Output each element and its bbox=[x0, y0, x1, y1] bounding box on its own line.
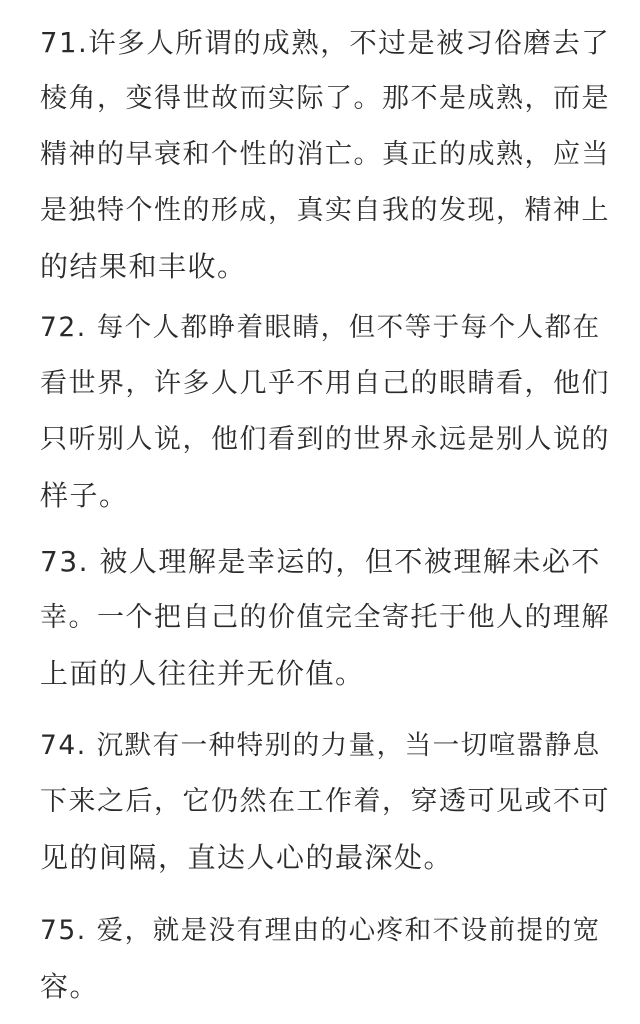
quote-line: 下来之后，它仍然在工作着，穿透可见或不可 bbox=[40, 786, 610, 817]
quote-72 bbox=[40, 300, 610, 524]
quote-line: 只听别人说，他们看到的世界永远是别人说的 bbox=[40, 424, 610, 455]
quote-75 bbox=[40, 903, 610, 1015]
quote-line: 73. 被人理解是幸运的，但不被理解未必不 bbox=[40, 545, 601, 578]
quote-73 bbox=[40, 534, 610, 702]
quote-line: 是独特个性的形成，真实自我的发现，精神上 bbox=[40, 195, 610, 226]
quote-71 bbox=[40, 15, 610, 295]
quote-line: 上面的人往往并无价值。 bbox=[40, 657, 365, 690]
quote-line: 容。 bbox=[40, 970, 100, 1003]
quote-74 bbox=[40, 718, 610, 886]
quote-line: 幸。一个把自己的价值完全寄托于他人的理解 bbox=[40, 602, 610, 633]
quote-line: 样子。 bbox=[40, 479, 129, 512]
quote-line: 精神的早衰和个性的消亡。真正的成熟，应当 bbox=[40, 139, 610, 170]
quote-line: 的结果和丰收。 bbox=[40, 250, 247, 283]
quote-line: 棱角，变得世故而实际了。那不是成熟，而是 bbox=[40, 83, 610, 114]
quote-line: 74. 沉默有一种特别的力量，当一切喧嚣静息 bbox=[40, 730, 601, 761]
quote-line: 75. 爱，就是没有理由的心疼和不设前提的宽 bbox=[40, 915, 601, 946]
quote-line: 见的间隔，直达人心的最深处。 bbox=[40, 841, 454, 874]
quote-line: 71.许多人所谓的成熟，不过是被习俗磨去了 bbox=[40, 27, 611, 59]
quote-line: 看世界，许多人几乎不用自己的眼睛看，他们 bbox=[40, 368, 610, 399]
quote-line: 72. 每个人都睁着眼睛，但不等于每个人都在 bbox=[40, 312, 601, 343]
